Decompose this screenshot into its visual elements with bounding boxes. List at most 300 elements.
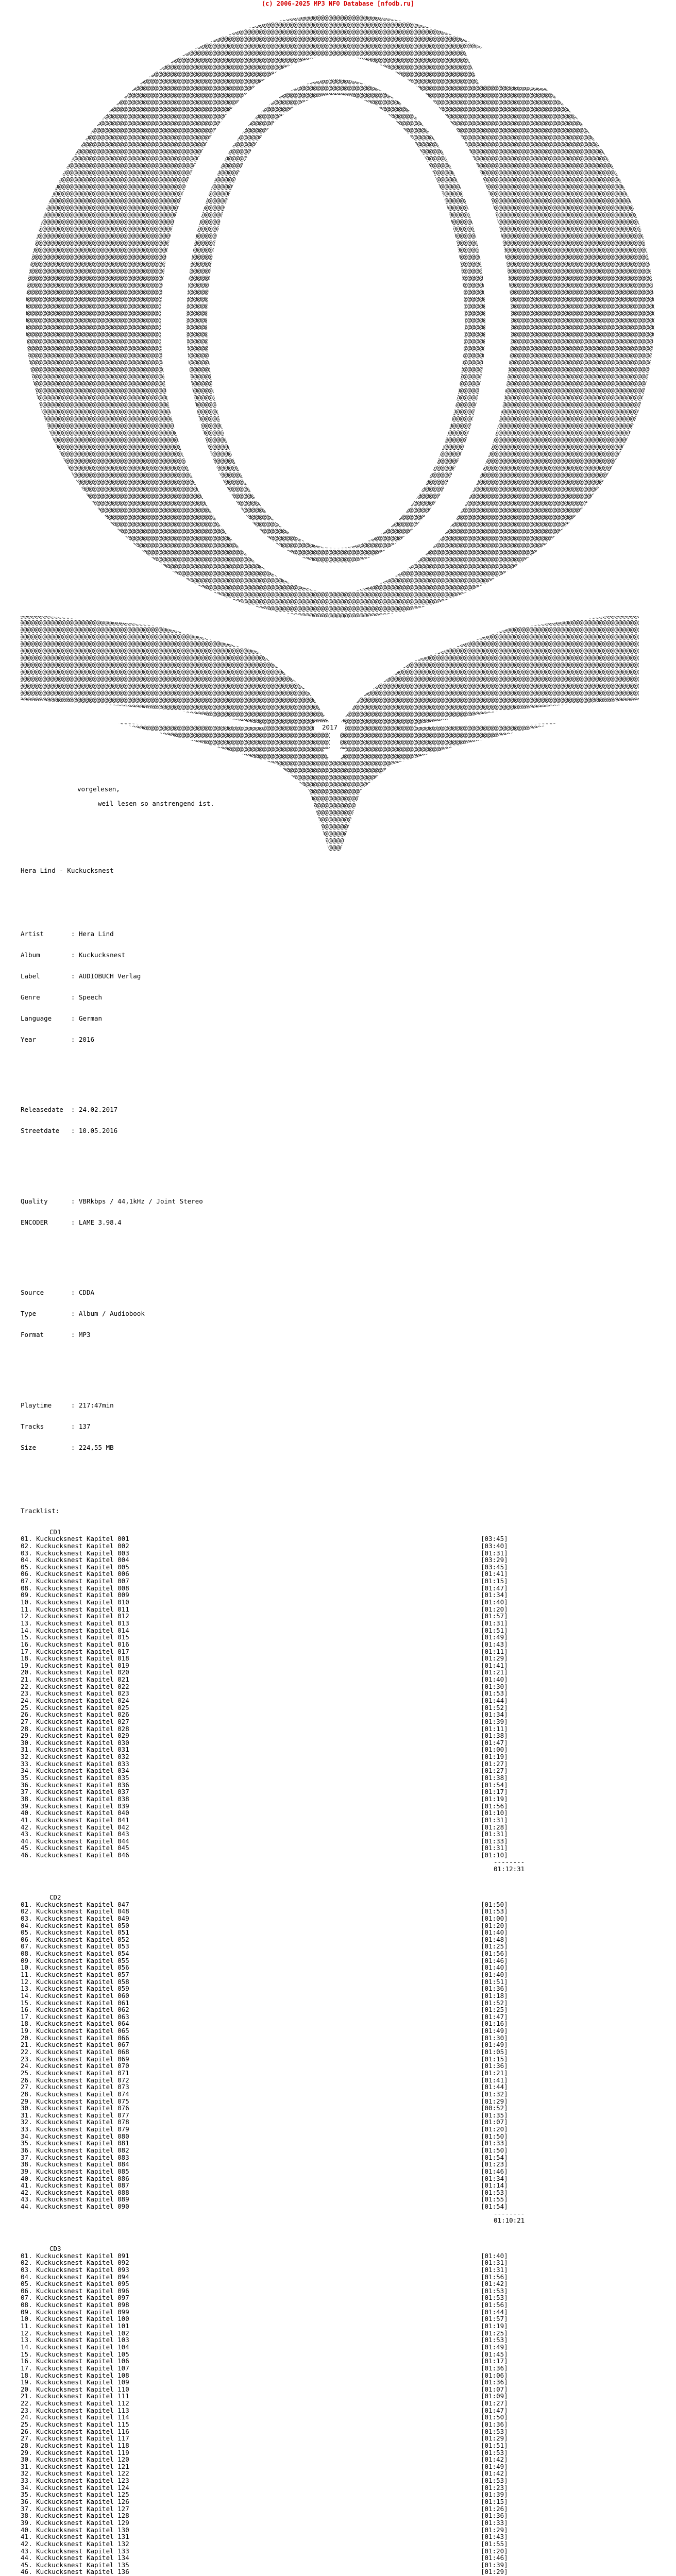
track-duration: [01:51]: [481, 1977, 508, 1986]
track-row: [21, 1760, 655, 1768]
track-name: Kuckucksnest Kapitel 092: [36, 2259, 129, 2267]
track-name: Kuckucksnest Kapitel 070: [36, 2062, 129, 2070]
track-name: Kuckucksnest Kapitel 131: [36, 2533, 129, 2541]
track-duration: [03:29]: [481, 1556, 508, 1564]
track-row: [21, 2407, 655, 2414]
track-name: Kuckucksnest Kapitel 109: [36, 2378, 129, 2386]
track-number: 43.: [21, 1830, 32, 1838]
track-name: Kuckucksnest Kapitel 103: [36, 2336, 129, 2344]
track-duration: [01:50]: [481, 1900, 508, 1908]
track-name: Kuckucksnest Kapitel 025: [36, 1703, 129, 1711]
track-title: [21, 2527, 481, 2534]
track-duration: [01:56]: [481, 1950, 508, 1958]
track-number: 41.: [21, 1816, 32, 1824]
track-number: 26.: [21, 1710, 32, 1719]
track-number: 36.: [21, 2498, 32, 2506]
track-duration: [01:16]: [481, 2020, 508, 2028]
track-title: [21, 1676, 481, 1683]
track-row: [21, 2428, 655, 2435]
track-duration: [01:49]: [481, 1633, 508, 1641]
track-number: 04.: [21, 1556, 32, 1564]
track-duration: [01:54]: [481, 2202, 508, 2211]
track-row: [21, 2477, 655, 2484]
track-title: [21, 1992, 481, 1999]
track-name: Kuckucksnest Kapitel 010: [36, 1598, 129, 1606]
track-row: [21, 2463, 655, 2470]
track-name: Kuckucksnest Kapitel 115: [36, 2420, 129, 2428]
release-source-block: [21, 1275, 655, 1352]
track-row: [21, 2182, 655, 2189]
track-name: Kuckucksnest Kapitel 052: [36, 1935, 129, 1943]
track-duration: [01:54]: [481, 1781, 508, 1789]
track-name: Kuckucksnest Kapitel 035: [36, 1774, 129, 1782]
track-row: [21, 2386, 655, 2393]
track-duration: [01:33]: [481, 2139, 508, 2147]
info-row: Format : MP3: [21, 1331, 91, 1339]
track-number: 21.: [21, 2392, 32, 2400]
track-title: [21, 1809, 481, 1817]
track-name: Kuckucksnest Kapitel 081: [36, 2139, 129, 2147]
track-duration: [01:30]: [481, 2033, 508, 2042]
info-row: Quality : VBRkbps / 44,1kHz / Joint Stereo: [21, 1197, 203, 1205]
track-title: [21, 2182, 481, 2189]
track-duration: [01:56]: [481, 2301, 508, 2309]
track-number: 04.: [21, 2273, 32, 2281]
track-title: [21, 2252, 481, 2260]
track-name: Kuckucksnest Kapitel 040: [36, 1809, 129, 1817]
track-number: 40.: [21, 1809, 32, 1817]
track-number: 01.: [21, 1535, 32, 1543]
track-duration: [01:17]: [481, 2357, 508, 2365]
track-row: [21, 2449, 655, 2456]
track-row: [21, 2280, 655, 2287]
track-name: Kuckucksnest Kapitel 053: [36, 1942, 129, 1951]
disc-section: [21, 1894, 655, 2245]
track-duration: [01:47]: [481, 1584, 508, 1592]
track-title: [21, 1648, 481, 1655]
track-title: [21, 2400, 481, 2407]
track-number: 36.: [21, 1781, 32, 1789]
track-title: [21, 2554, 481, 2562]
track-name: Kuckucksnest Kapitel 087: [36, 2181, 129, 2190]
track-title: [21, 1543, 481, 1550]
track-row: [21, 1606, 655, 1613]
disc-section: [21, 2245, 655, 2576]
track-row: [21, 1655, 655, 1662]
track-row: [21, 1732, 655, 1739]
track-duration: [01:19]: [481, 1753, 508, 1761]
track-duration: [01:00]: [481, 1914, 508, 1922]
track-title: [21, 2196, 481, 2203]
track-name: Kuckucksnest Kapitel 074: [36, 2090, 129, 2098]
track-number: 34.: [21, 2483, 32, 2492]
track-name: Kuckucksnest Kapitel 021: [36, 1675, 129, 1684]
track-duration: [01:39]: [481, 2490, 508, 2499]
track-number: 28.: [21, 2090, 32, 2098]
track-row: [21, 2358, 655, 2365]
track-duration: [01:49]: [481, 2462, 508, 2470]
track-row: [21, 1570, 655, 1578]
release-quality-block: [21, 1184, 655, 1240]
track-name: Kuckucksnest Kapitel 030: [36, 1738, 129, 1747]
track-row: [21, 1844, 655, 1852]
track-duration: [01:43]: [481, 1640, 508, 1648]
track-row: [21, 2456, 655, 2463]
track-title: [21, 1957, 481, 1964]
track-number: 10.: [21, 1963, 32, 1972]
track-name: Kuckucksnest Kapitel 061: [36, 1998, 129, 2007]
track-row: [21, 1985, 655, 1992]
track-title: [21, 2393, 481, 2400]
track-row: [21, 2083, 655, 2091]
track-duration: [01:07]: [481, 2118, 508, 2126]
track-title: [21, 2421, 481, 2428]
track-duration: [01:53]: [481, 1907, 508, 1916]
track-title: [21, 2259, 481, 2266]
track-duration: [01:44]: [481, 1697, 508, 1704]
track-number: 23.: [21, 2406, 32, 2414]
tracklist-discs: [21, 1529, 655, 2576]
track-duration: [03:40]: [481, 1541, 508, 1550]
track-name: Kuckucksnest Kapitel 058: [36, 1977, 129, 1986]
release-totals-block: [21, 1388, 655, 1465]
track-number: 38.: [21, 2512, 32, 2520]
track-title: [21, 1767, 481, 1774]
track-duration: [01:40]: [481, 1928, 508, 1937]
track-name: Kuckucksnest Kapitel 002: [36, 1541, 129, 1550]
track-name: Kuckucksnest Kapitel 117: [36, 2434, 129, 2443]
track-number: 42.: [21, 2539, 32, 2548]
track-name: Kuckucksnest Kapitel 126: [36, 2498, 129, 2506]
track-name: Kuckucksnest Kapitel 133: [36, 2547, 129, 2555]
track-number: 13.: [21, 1619, 32, 1627]
track-name: Kuckucksnest Kapitel 027: [36, 1717, 129, 1725]
track-name: Kuckucksnest Kapitel 033: [36, 1759, 129, 1768]
track-title: [21, 2351, 481, 2358]
track-number: 29.: [21, 2448, 32, 2456]
track-row: [21, 2274, 655, 2281]
track-name: Kuckucksnest Kapitel 057: [36, 1970, 129, 1978]
track-number: 41.: [21, 2181, 32, 2190]
track-title: [21, 2540, 481, 2548]
track-name: Kuckucksnest Kapitel 124: [36, 2483, 129, 2492]
track-row: [21, 2400, 655, 2407]
track-row: [21, 2365, 655, 2372]
track-number: 17.: [21, 2012, 32, 2021]
track-duration: [01:10]: [481, 1809, 508, 1817]
track-duration: [01:23]: [481, 2160, 508, 2168]
track-duration: [01:31]: [481, 1844, 508, 1852]
track-number: 31.: [21, 2462, 32, 2470]
track-number: 27.: [21, 2434, 32, 2443]
track-duration: [01:53]: [481, 2286, 508, 2295]
track-name: Kuckucksnest Kapitel 095: [36, 2280, 129, 2288]
track-duration: [01:25]: [481, 1942, 508, 1951]
track-title: [21, 2309, 481, 2316]
disc-total-time: 01:10:21: [494, 2216, 525, 2225]
track-name: Kuckucksnest Kapitel 015: [36, 1633, 129, 1641]
track-name: Kuckucksnest Kapitel 047: [36, 1900, 129, 1908]
track-row: [21, 2006, 655, 2013]
release-dates-block: [21, 1092, 655, 1148]
track-number: 23.: [21, 1689, 32, 1698]
track-name: Kuckucksnest Kapitel 128: [36, 2512, 129, 2520]
info-row: ENCODER : LAME 3.98.4: [21, 1218, 122, 1226]
track-row: [21, 1535, 655, 1543]
track-title: [21, 2330, 481, 2337]
track-number: 21.: [21, 1675, 32, 1684]
track-row: [21, 2140, 655, 2147]
track-name: Kuckucksnest Kapitel 100: [36, 2315, 129, 2323]
track-name: Kuckucksnest Kapitel 026: [36, 1710, 129, 1719]
track-title: [21, 1683, 481, 1690]
track-name: Kuckucksnest Kapitel 023: [36, 1689, 129, 1698]
track-row: [21, 1957, 655, 1964]
track-title: [21, 2498, 481, 2505]
track-title: [21, 2154, 481, 2161]
track-row: [21, 2491, 655, 2498]
track-number: 12.: [21, 2329, 32, 2337]
track-number: 13.: [21, 2336, 32, 2344]
track-row: [21, 1978, 655, 1986]
track-number: 05.: [21, 1563, 32, 1571]
track-row: [21, 2041, 655, 2048]
track-row: [21, 1831, 655, 1838]
track-number: 44.: [21, 2554, 32, 2562]
track-title: [21, 1908, 481, 1915]
track-row: [21, 2484, 655, 2492]
track-row: [21, 1627, 655, 1634]
track-name: Kuckucksnest Kapitel 060: [36, 1991, 129, 1999]
track-name: Kuckucksnest Kapitel 037: [36, 1788, 129, 1796]
nfo-text-body: [21, 853, 655, 2576]
track-row: [21, 2112, 655, 2119]
track-title: [21, 2575, 481, 2576]
track-name: Kuckucksnest Kapitel 055: [36, 1956, 129, 1964]
track-title: [21, 2548, 481, 2555]
track-row: [21, 2168, 655, 2175]
track-duration: [01:17]: [481, 1788, 508, 1796]
track-number: 24.: [21, 2062, 32, 2070]
track-duration: [01:36]: [481, 2062, 508, 2070]
track-duration: [01:40]: [481, 1675, 508, 1684]
info-row: Streetdate : 10.05.2016: [21, 1127, 118, 1135]
track-duration: [01:21]: [481, 2069, 508, 2077]
track-row: [21, 2315, 655, 2323]
track-title: [21, 2083, 481, 2091]
track-row: [21, 2421, 655, 2428]
track-title: [21, 1697, 481, 1704]
track-name: Kuckucksnest Kapitel 048: [36, 1907, 129, 1916]
track-number: 08.: [21, 2301, 32, 2309]
track-duration: [01:44]: [481, 2083, 508, 2091]
track-row: [21, 2287, 655, 2295]
tracklist-label: Tracklist:: [21, 1506, 60, 1515]
track-duration: [01:46]: [481, 1956, 508, 1964]
track-name: Kuckucksnest Kapitel 125: [36, 2490, 129, 2499]
track-row: [21, 1711, 655, 1718]
disc-name: CD2: [49, 1893, 61, 1901]
track-name: Kuckucksnest Kapitel 135: [36, 2561, 129, 2569]
track-title: [21, 2070, 481, 2077]
track-title: [21, 1627, 481, 1634]
track-name: Kuckucksnest Kapitel 046: [36, 1851, 129, 1859]
track-row: [21, 2512, 655, 2519]
track-duration: [01:36]: [481, 2364, 508, 2372]
track-row: [21, 2196, 655, 2203]
track-name: Kuckucksnest Kapitel 009: [36, 1591, 129, 1599]
track-name: Kuckucksnest Kapitel 075: [36, 2097, 129, 2105]
track-name: Kuckucksnest Kapitel 045: [36, 1844, 129, 1852]
track-number: 39.: [21, 1802, 32, 1810]
track-name: Kuckucksnest Kapitel 127: [36, 2504, 129, 2513]
track-row: [21, 1922, 655, 1929]
track-row: [21, 1992, 655, 1999]
track-number: 02.: [21, 1907, 32, 1916]
track-name: Kuckucksnest Kapitel 107: [36, 2364, 129, 2372]
track-name: Kuckucksnest Kapitel 066: [36, 2033, 129, 2042]
track-title: [21, 1788, 481, 1795]
info-row: Language : German: [21, 1014, 103, 1022]
track-title: [21, 1774, 481, 1782]
track-title: [21, 1852, 481, 1859]
track-name: Kuckucksnest Kapitel 134: [36, 2554, 129, 2562]
track-title: [21, 2161, 481, 2168]
track-number: 25.: [21, 2069, 32, 2077]
track-name: Kuckucksnest Kapitel 104: [36, 2343, 129, 2351]
track-number: 35.: [21, 1774, 32, 1782]
track-number: 44.: [21, 2202, 32, 2211]
track-row: [21, 1908, 655, 1915]
track-row: [21, 2294, 655, 2301]
track-title: [21, 2336, 481, 2344]
track-number: 31.: [21, 2111, 32, 2119]
ascii-logo-art: [0, 7, 676, 852]
track-name: Kuckucksnest Kapitel 116: [36, 2427, 129, 2435]
track-row: [21, 1697, 655, 1704]
track-number: 20.: [21, 1668, 32, 1676]
track-name: Kuckucksnest Kapitel 083: [36, 2153, 129, 2161]
track-row: [21, 2548, 655, 2555]
track-title: [21, 2414, 481, 2421]
track-name: Kuckucksnest Kapitel 096: [36, 2286, 129, 2295]
track-duration: [01:49]: [481, 2027, 508, 2035]
track-row: [21, 1852, 655, 1859]
track-name: Kuckucksnest Kapitel 102: [36, 2329, 129, 2337]
track-title: [21, 1704, 481, 1711]
track-duration: [01:09]: [481, 2392, 508, 2400]
track-name: Kuckucksnest Kapitel 071: [36, 2069, 129, 2077]
track-title: [21, 2379, 481, 2386]
track-duration: [01:31]: [481, 2265, 508, 2274]
track-row: [21, 1648, 655, 1655]
track-duration: [01:38]: [481, 1774, 508, 1782]
track-number: 02.: [21, 1541, 32, 1550]
track-duration: [01:44]: [481, 2308, 508, 2316]
track-number: 28.: [21, 2441, 32, 2449]
track-number: 33.: [21, 2125, 32, 2133]
track-duration: [01:18]: [481, 1991, 508, 1999]
track-title: [21, 1936, 481, 1943]
disc-total-separator: --------: [494, 2209, 525, 2217]
track-row: [21, 2266, 655, 2274]
track-name: Kuckucksnest Kapitel 005: [36, 1563, 129, 1571]
track-name: Kuckucksnest Kapitel 032: [36, 1753, 129, 1761]
track-name: Kuckucksnest Kapitel 024: [36, 1697, 129, 1704]
track-number: 22.: [21, 2399, 32, 2408]
track-duration: [01:31]: [481, 1549, 508, 1557]
track-row: [21, 1950, 655, 1957]
track-duration: [01:00]: [481, 1745, 508, 1754]
track-number: 25.: [21, 2420, 32, 2428]
track-duration: [01:33]: [481, 1837, 508, 1845]
track-duration: [01:06]: [481, 2371, 508, 2379]
track-duration: [481, 2575, 543, 2576]
track-title: [21, 2147, 481, 2154]
track-number: 36.: [21, 2146, 32, 2154]
track-row: [21, 1964, 655, 1971]
track-title: [21, 1964, 481, 1971]
track-duration: [01:56]: [481, 2273, 508, 2281]
track-title: [21, 2020, 481, 2027]
track-title: [21, 1570, 481, 1578]
track-name: Kuckucksnest Kapitel 080: [36, 2132, 129, 2140]
track-duration: [01:39]: [481, 1717, 508, 1725]
track-title: [21, 1739, 481, 1747]
track-title: [21, 1915, 481, 1922]
track-number: 06.: [21, 1570, 32, 1578]
track-number: 29.: [21, 2097, 32, 2105]
track-number: 12.: [21, 1612, 32, 1620]
track-row: [21, 1943, 655, 1950]
track-name: Kuckucksnest Kapitel 001: [36, 1535, 129, 1543]
track-number: 14.: [21, 1991, 32, 1999]
art-tagline-1: vorgelesen,: [77, 785, 120, 793]
track-title: [21, 2463, 481, 2470]
track-duration: [01:40]: [481, 1963, 508, 1972]
track-number: 45.: [21, 1844, 32, 1852]
track-row: [21, 1971, 655, 1978]
track-name: Kuckucksnest Kapitel 016: [36, 1640, 129, 1648]
disc-total-separator: --------: [494, 1858, 525, 1866]
track-name: Kuckucksnest Kapitel 036: [36, 1781, 129, 1789]
track-title: [21, 1831, 481, 1838]
track-row: [21, 2013, 655, 2021]
track-duration: [01:10]: [481, 1851, 508, 1859]
track-number: 01.: [21, 1900, 32, 1908]
track-row: [21, 1641, 655, 1648]
track-number: 34.: [21, 2132, 32, 2140]
track-row: [21, 2133, 655, 2140]
track-duration: [01:29]: [481, 2434, 508, 2443]
track-title: [21, 1985, 481, 1992]
track-title: [21, 1585, 481, 1592]
track-name: Kuckucksnest Kapitel 090: [36, 2202, 129, 2211]
track-row: [21, 2126, 655, 2133]
track-name: Kuckucksnest Kapitel 059: [36, 1985, 129, 1993]
track-title: [21, 2006, 481, 2013]
track-title: [21, 1613, 481, 1620]
track-number: 08.: [21, 1584, 32, 1592]
track-duration: [01:20]: [481, 2547, 508, 2555]
track-name: Kuckucksnest Kapitel 019: [36, 1661, 129, 1669]
track-duration: [01:15]: [481, 2498, 508, 2506]
info-row: Size : 224,55 MB: [21, 1443, 114, 1451]
track-duration: [01:33]: [481, 2518, 508, 2527]
track-duration: [03:45]: [481, 1563, 508, 1571]
track-row: [21, 2070, 655, 2077]
track-title: [21, 2315, 481, 2323]
